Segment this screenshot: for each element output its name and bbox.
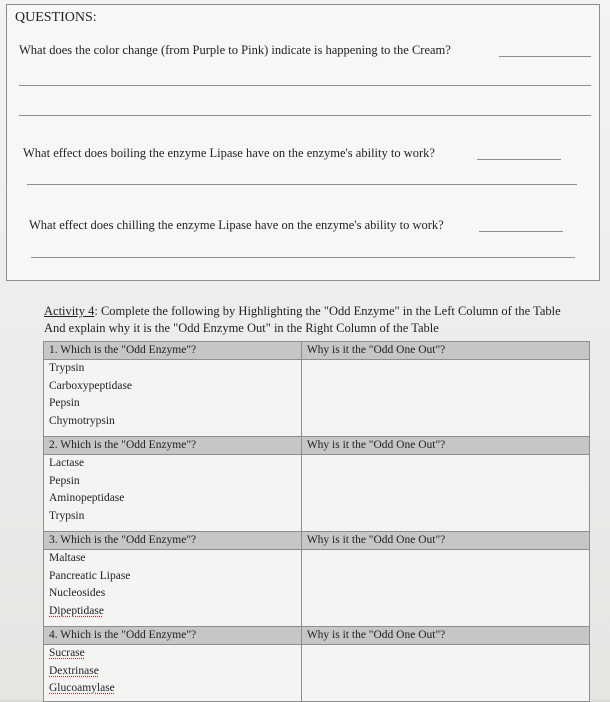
enzyme-item[interactable]: Nucleosides <box>49 587 106 599</box>
group-4-why-header: Why is it the "Odd One Out"? <box>301 627 589 645</box>
enzyme-item[interactable]: Glucoamylase <box>49 682 115 694</box>
group-3-why-header: Why is it the "Odd One Out"? <box>301 532 589 550</box>
enzyme-item[interactable]: Pancreatic Lipase <box>49 569 131 582</box>
question-color-change: What does the color change (from Purple to Pink) indicate is happening to the Cream? <box>19 43 451 57</box>
questions-title: QUESTIONS: <box>15 10 97 25</box>
enzyme-item[interactable]: Dipeptidase <box>49 604 104 617</box>
table-header-row <box>44 532 590 550</box>
activity-label: Activity 4 <box>44 304 95 318</box>
group-2-why-header: Why is it the "Odd One Out"? <box>301 437 589 455</box>
group-2-answer-cell[interactable] <box>301 455 589 532</box>
answer-blank-1b[interactable] <box>19 85 591 86</box>
group-4-question: 4. Which is the "Odd Enzyme"? <box>44 627 302 645</box>
group-1-answer-cell[interactable] <box>301 360 589 437</box>
table-row <box>44 455 590 532</box>
table-row <box>44 550 590 627</box>
group-1-enzymes <box>44 360 302 437</box>
activity-instructions <box>44 303 604 336</box>
group-1-question: 1. Which is the "Odd Enzyme"? <box>44 342 302 360</box>
group-4-enzymes <box>44 645 302 702</box>
answer-blank-3a[interactable] <box>479 231 563 232</box>
group-2-question: 2. Which is the "Odd Enzyme"? <box>44 437 302 455</box>
table-header-row <box>44 342 590 360</box>
activity-line-2: And explain why it is the "Odd Enzyme Out" in the Right Column of the Table <box>44 320 439 335</box>
group-3-enzymes <box>44 550 302 627</box>
table-header-row <box>44 437 590 455</box>
enzyme-item[interactable]: Aminopeptidase <box>49 492 125 504</box>
enzyme-item[interactable]: Sucrase <box>49 647 85 659</box>
odd-enzyme-table <box>43 341 590 702</box>
table-header-row <box>44 627 590 645</box>
answer-blank-2b[interactable] <box>27 184 577 185</box>
answer-blank-1c[interactable] <box>19 115 591 116</box>
enzyme-item[interactable]: Chymotrypsin <box>49 414 115 427</box>
question-chilling: What effect does chilling the enzyme Lipase have on the enzyme's ability to work? <box>29 218 444 232</box>
enzyme-item[interactable]: Trypsin <box>49 362 85 374</box>
enzyme-item[interactable]: Carboxypeptidase <box>49 379 133 392</box>
activity-line-1: : Complete the following by Highlighting the "Odd Enzyme" in the Left Column of the Table <box>94 304 561 318</box>
enzyme-item[interactable]: Dextrinase <box>49 664 99 677</box>
group-4-answer-cell[interactable] <box>301 645 589 702</box>
question-boiling: What effect does boiling the enzyme Lipase have on the enzyme's ability to work? <box>23 146 435 160</box>
group-3-question: 3. Which is the "Odd Enzyme"? <box>44 532 302 550</box>
group-1-why-header: Why is it the "Odd One Out"? <box>301 342 589 360</box>
questions-box <box>6 4 600 281</box>
table-row <box>44 360 590 437</box>
answer-blank-3b[interactable] <box>31 257 575 258</box>
enzyme-item[interactable]: Pepsin <box>49 397 80 409</box>
group-3-answer-cell[interactable] <box>301 550 589 627</box>
group-2-enzymes <box>44 455 302 532</box>
enzyme-item[interactable]: Lactase <box>49 457 85 469</box>
enzyme-item[interactable]: Maltase <box>49 552 86 564</box>
enzyme-item[interactable]: Trypsin <box>49 509 85 522</box>
answer-blank-2a[interactable] <box>477 159 561 160</box>
answer-blank-1a[interactable] <box>499 56 591 57</box>
table-row <box>44 645 590 702</box>
enzyme-item[interactable]: Pepsin <box>49 474 80 487</box>
